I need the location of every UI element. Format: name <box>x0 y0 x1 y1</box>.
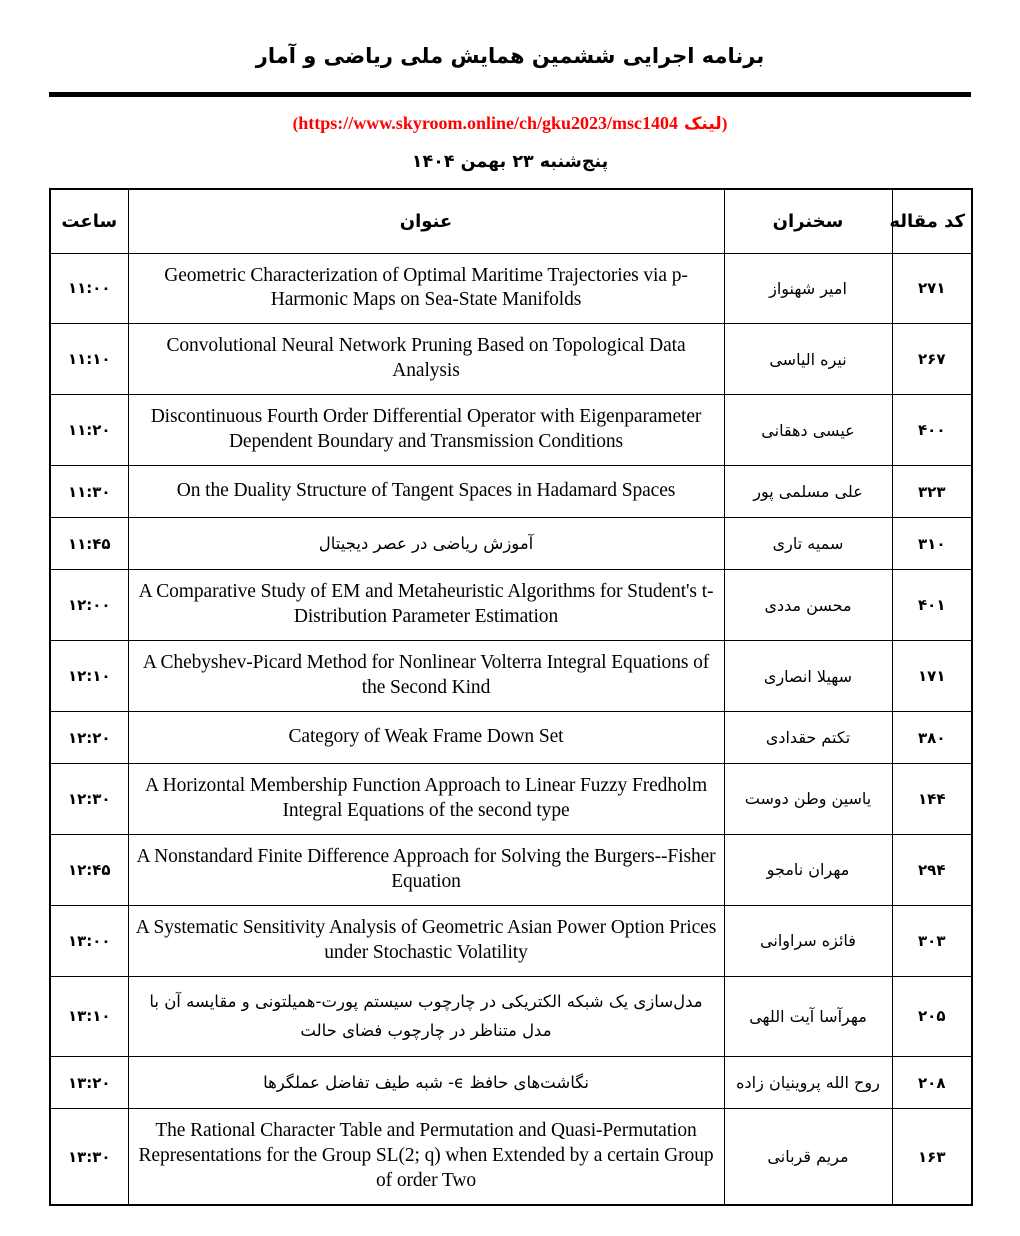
speaker-cell: مریم قربانی <box>724 1109 892 1205</box>
column-header-speaker: سخنران <box>724 189 892 253</box>
time-cell: ۱۳:۱۰ <box>50 976 128 1056</box>
skyroom-link-url[interactable]: https://www.skyroom.online/ch/gku2023/msc1404 <box>298 113 679 133</box>
paper-code-cell: ۲۶۷ <box>892 324 972 395</box>
session-date: پنج‌شنبه ۲۳ بهمن ۱۴۰۴ <box>411 152 609 172</box>
paper-code-cell: ۴۰۰ <box>892 395 972 466</box>
paper-code-cell: ۲۷۱ <box>892 253 972 324</box>
speaker-cell: فائزه سراوانی <box>724 905 892 976</box>
paper-code-cell: ۳۰۳ <box>892 905 972 976</box>
time-cell: ۱۱:۱۰ <box>50 324 128 395</box>
table-row <box>50 395 972 466</box>
time-cell: ۱۲:۳۰ <box>50 764 128 835</box>
column-header-code: کد مقاله <box>892 189 972 253</box>
time-cell: ۱۲:۱۰ <box>50 641 128 712</box>
paper-title-cell: A Nonstandard Finite Difference Approach for Solving the Burgers--Fisher Equation <box>128 834 724 905</box>
time-cell: ۱۲:۲۰ <box>50 712 128 764</box>
link-label: لینک <box>684 114 722 134</box>
column-header-title: عنوان <box>128 189 724 253</box>
time-cell: ۱۱:۰۰ <box>50 253 128 324</box>
speaker-cell: نیره الیاسی <box>724 324 892 395</box>
time-cell: ۱۳:۲۰ <box>50 1057 128 1109</box>
paper-title-cell: The Rational Character Table and Permutation and Quasi-Permutation Representations for the Group SL(2; q) when Extended by a certain Group of order Two <box>128 1109 724 1205</box>
paper-title-cell: Discontinuous Fourth Order Differential Operator with Eigenparameter Dependent Boundary and Transmission Conditions <box>128 395 724 466</box>
link-paren-close: ) <box>292 114 299 133</box>
speaker-cell: مهرآسا آیت اللهی <box>724 976 892 1056</box>
time-cell: ۱۱:۲۰ <box>50 395 128 466</box>
paper-code-cell: ۳۸۰ <box>892 712 972 764</box>
paper-title-cell: A Horizontal Membership Function Approach to Linear Fuzzy Fredholm Integral Equations of the second type <box>128 764 724 835</box>
speaker-cell: امیر شهنواز <box>724 253 892 324</box>
table-row <box>50 1109 972 1205</box>
table-row <box>50 324 972 395</box>
table-row <box>50 764 972 835</box>
table-row <box>50 466 972 518</box>
paper-title-cell: مدل‌سازی یک شبکه الکتریکی در چارچوب سیستم پورت-همیلتونی و مقایسه آن با مدل متناظر در چارچوب فضای حالت <box>128 976 724 1056</box>
paper-code-cell: ۱۶۳ <box>892 1109 972 1205</box>
conference-schedule-document <box>49 0 971 1206</box>
paper-code-cell: ۲۰۵ <box>892 976 972 1056</box>
table-row <box>50 834 972 905</box>
paper-title-cell: نگاشت‌های حافظ ϵ- شبه طیف تفاضل عملگرها <box>128 1057 724 1109</box>
paper-title-cell: Geometric Characterization of Optimal Maritime Trajectories via p-Harmonic Maps on Sea-State Manifolds <box>128 253 724 324</box>
speaker-cell: تکتم حقدادی <box>724 712 892 764</box>
time-cell: ۱۱:۳۰ <box>50 466 128 518</box>
paper-code-cell: ۱۷۱ <box>892 641 972 712</box>
page-title: برنامه اجرایی ششمین همایش ملی ریاضی و آمار <box>255 44 765 68</box>
paper-title-cell: A Chebyshev-Picard Method for Nonlinear Volterra Integral Equations of the Second Kind <box>128 641 724 712</box>
time-cell: ۱۱:۴۵ <box>50 518 128 570</box>
paper-code-cell: ۳۱۰ <box>892 518 972 570</box>
paper-code-cell: ۳۲۳ <box>892 466 972 518</box>
paper-title-cell: آموزش ریاضی در عصر دیجیتال <box>128 518 724 570</box>
paper-title-cell: Category of Weak Frame Down Set <box>128 712 724 764</box>
table-header-row <box>50 189 972 253</box>
speaker-cell: سمیه تاری <box>724 518 892 570</box>
speaker-cell: علی مسلمی پور <box>724 466 892 518</box>
paper-code-cell: ۱۴۴ <box>892 764 972 835</box>
schedule-table <box>49 188 973 1206</box>
table-row <box>50 905 972 976</box>
speaker-cell: یاسین وطن دوست <box>724 764 892 835</box>
time-cell: ۱۳:۳۰ <box>50 1109 128 1205</box>
table-row <box>50 518 972 570</box>
speaker-cell: روح الله پروینیان زاده <box>724 1057 892 1109</box>
paper-title-cell: A Comparative Study of EM and Metaheuristic Algorithms for Student's t-Distribution Parameter Estimation <box>128 570 724 641</box>
table-row <box>50 712 972 764</box>
time-cell: ۱۳:۰۰ <box>50 905 128 976</box>
paper-code-cell: ۲۹۴ <box>892 834 972 905</box>
speaker-cell: مهران نامجو <box>724 834 892 905</box>
column-header-time: ساعت <box>50 189 128 253</box>
divider-rule <box>49 92 971 97</box>
table-row <box>50 253 972 324</box>
paper-code-cell: ۲۰۸ <box>892 1057 972 1109</box>
speaker-cell: عیسی دهقانی <box>724 395 892 466</box>
link-paren-open: ( <box>721 114 728 133</box>
table-row <box>50 570 972 641</box>
time-cell: ۱۲:۴۵ <box>50 834 128 905</box>
table-row <box>50 976 972 1056</box>
speaker-cell: محسن مددی <box>724 570 892 641</box>
paper-title-cell: Convolutional Neural Network Pruning Based on Topological Data Analysis <box>128 324 724 395</box>
paper-title-cell: On the Duality Structure of Tangent Spaces in Hadamard Spaces <box>128 466 724 518</box>
table-row <box>50 1057 972 1109</box>
paper-code-cell: ۴۰۱ <box>892 570 972 641</box>
paper-title-cell: A Systematic Sensitivity Analysis of Geometric Asian Power Option Prices under Stochastic Volatility <box>128 905 724 976</box>
speaker-cell: سهیلا انصاری <box>724 641 892 712</box>
skyroom-link-line <box>49 113 971 134</box>
time-cell: ۱۲:۰۰ <box>50 570 128 641</box>
table-row <box>50 641 972 712</box>
